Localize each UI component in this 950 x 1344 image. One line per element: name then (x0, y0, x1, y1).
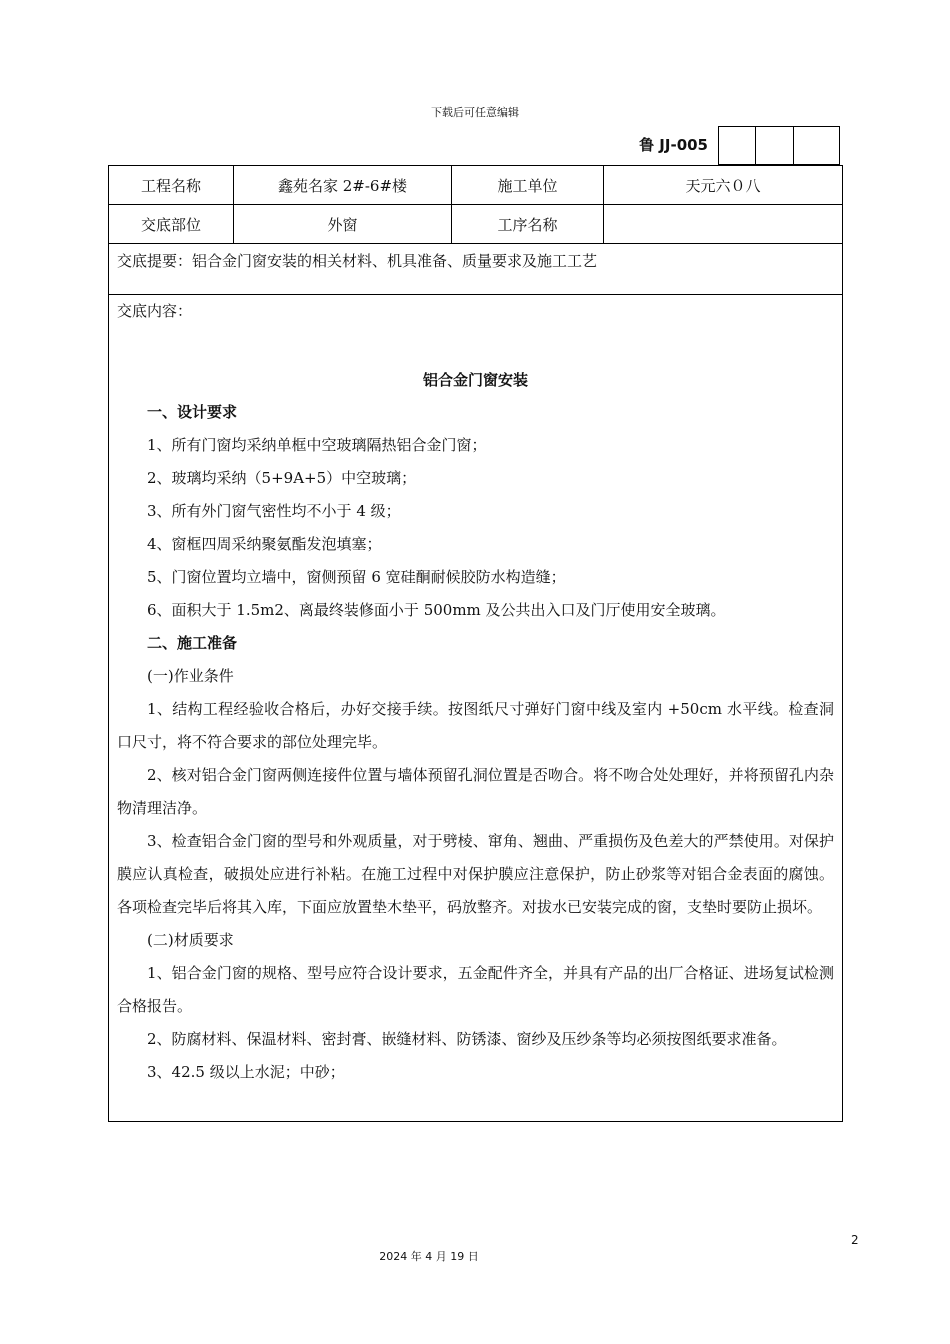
doc-code-row (555, 126, 840, 165)
code-box-1 (718, 126, 756, 165)
content-paragraph: 2、核对铝合金门窗两侧连接件位置与墙体预留孔洞位置是否吻合。将不吻合处处理好，并将预留孔内杂物清理洁净。 (117, 766, 834, 817)
content-paragraph: 1、铝合金门窗的规格、型号应符合设计要求，五金配件齐全，并具有产品的出厂合格证、进场复试检测合格报告。 (117, 964, 834, 1015)
section-heading: 二、施工准备 (147, 634, 238, 652)
content-paragraph: 3、检查铝合金门窗的型号和外观质量，对于劈棱、窜角、翘曲、严重损伤及色差大的严禁使用。对保护膜应认真检查，破损处应进行补粘。在施工过程中对保护膜应注意保护，防止砂浆等对铝合金表面的腐蚀。各项检查完毕后将其入库，下面应放置垫木垫平，码放整齐。对拔水已安装完成的窗，支垫时要防止损坏。 (117, 832, 834, 916)
content-paragraph: 1、结构工程经验收合格后，办好交接手续。按图纸尺寸弹好门窗中线及室内 +50cm 水平线。检查洞口尺寸，将不符合要求的部位处理完毕。 (117, 700, 834, 751)
content-paragraph: 4、窗框四周采纳聚氨酯发泡填塞； (147, 535, 382, 553)
doc-code: 鲁 JJ-005 (639, 136, 708, 154)
contractor-label: 施工单位 (452, 166, 604, 205)
part-value: 外窗 (234, 205, 452, 244)
content-paragraph: 6、面积大于 1.5m2、离最终装修面小于 500mm 及公共出入口及门厅使用安全玻璃。 (147, 601, 726, 619)
content-body (117, 396, 834, 1089)
content-paragraph: 1、所有门窗均采纳单框中空玻璃隔热铝合金门窗； (147, 436, 487, 454)
disclosure-form-table (108, 165, 843, 1122)
content-paragraph: (二)材质要求 (147, 931, 234, 949)
process-label: 工序名称 (452, 205, 604, 244)
page-number: 2 (851, 1233, 859, 1247)
process-value (604, 205, 843, 244)
content-paragraph: 5、门窗位置均立墙中，窗侧预留 6 宽硅酮耐候胶防水构造缝； (147, 568, 566, 586)
header-note: 下载后可任意编辑 (431, 106, 519, 119)
code-box-3 (794, 126, 840, 165)
content-paragraph: 3、42.5 级以上水泥；中砂； (147, 1063, 345, 1081)
summary-text: 交底提要：铝合金门窗安装的相关材料、机具准备、质量要求及施工工艺 (117, 252, 598, 270)
content-paragraph: (一)作业条件 (147, 667, 234, 685)
contractor-value: 天元六０八 (604, 166, 843, 205)
content-paragraph: 2、防腐材料、保温材料、密封膏、嵌缝材料、防锈漆、窗纱及压纱条等均必须按图纸要求准备。 (147, 1030, 787, 1048)
part-label: 交底部位 (109, 205, 234, 244)
content-label: 交底内容： (117, 302, 193, 320)
project-name-value: 鑫苑名家 2#-6#楼 (234, 166, 452, 205)
summary-cell (109, 244, 843, 295)
content-paragraph: 2、玻璃均采纳（5+9A+5）中空玻璃； (147, 469, 417, 487)
content-paragraph: 3、所有外门窗气密性均不小于 4 级； (147, 502, 401, 520)
code-box-2 (756, 126, 794, 165)
project-name-label: 工程名称 (109, 166, 234, 205)
footer-date: 2024 年 4 月 19 日 (379, 1250, 479, 1263)
content-title: 铝合金门窗安装 (422, 371, 528, 389)
content-cell (109, 295, 843, 1122)
section-heading: 一、设计要求 (147, 403, 238, 421)
